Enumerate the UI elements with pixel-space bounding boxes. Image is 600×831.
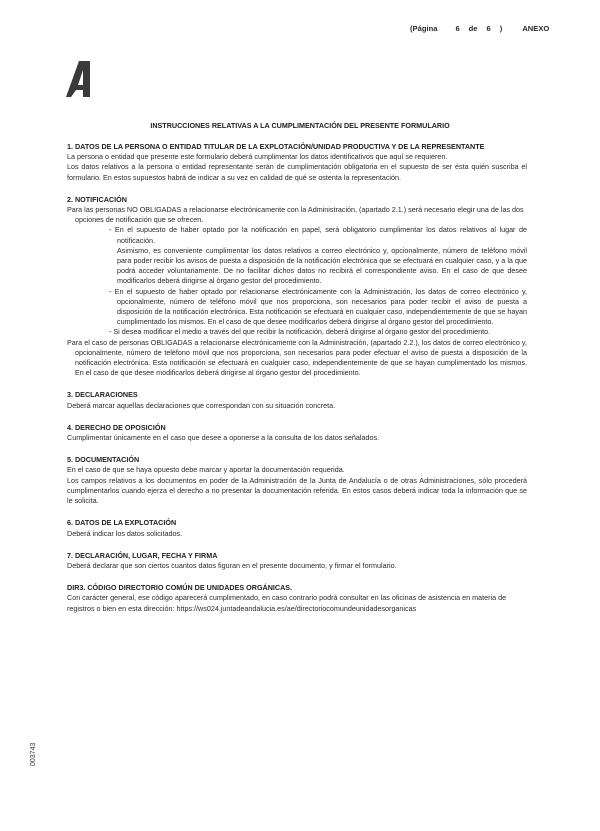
section-paragraph: Deberá declarar que son ciertos cuantos datos figuran en el presente documento, y firmar el formulario.: [67, 560, 397, 570]
andalucia-a-logo-icon: [66, 60, 94, 98]
page-close: ): [499, 24, 503, 33]
list-item: [67, 327, 527, 337]
page-header: [410, 24, 549, 33]
section-heading: 4. DERECHO DE OPOSICIÓN: [67, 422, 166, 432]
section-1-titular: [67, 142, 527, 183]
section-intro: Para las personas NO OBLIGADAS a relacionarse electrónicamente con la Administración, (apartado 2.1.) será necesario elegir una de las dos opciones de notificación que se ofrecen.: [67, 205, 524, 225]
list-item: [67, 225, 527, 286]
section-heading: 3. DECLARACIONES: [67, 390, 138, 400]
section-heading: 2. NOTIFICACIÓN: [67, 194, 127, 204]
section-paragraph: La persona o entidad que presente este formulario deberá cumplimentar los datos identificativos que aquí se requieren.: [67, 152, 448, 162]
section-paragraph: Deberá marcar aquellas declaraciones que correspondan con su situación concreta.: [67, 400, 336, 410]
section-heading: DIR3. CÓDIGO DIRECTORIO COMÚN DE UNIDADES ORGÁNICAS.: [67, 583, 293, 593]
section-heading: 7. DECLARACIÓN, LUGAR, FECHA Y FIRMA: [67, 550, 218, 560]
list-item: [67, 287, 527, 328]
section-heading: 1. DATOS DE LA PERSONA O ENTIDAD TITULAR DE LA EXPLOTACIÓN/UNIDAD PRODUCTIVA Y DE LA REPRESENTANTE: [67, 142, 485, 151]
section-paragraph: En el caso de que se haya opuesto debe marcar y aportar la documentación requerida.: [67, 465, 345, 475]
section-paragraph: Cumplimentar únicamente en el caso que desee a oponerse a la consulta de los datos señalados.: [67, 433, 380, 443]
list-item-continuation: Asimismo, es conveniente cumplimentar los datos relativos a correo electrónico y, opcionalmente, número de teléfono móvil para poder recibir los avisos de puesta a disposición de la notificación electrónica que se efectuará en cualquier caso, y a la que podrá acceder voluntariamente. De no facilitar dichos datos no recibirá el correspondiente aviso. En el caso de que desee modificarlos deberá dirigirse al órgano gestor del procedimiento.: [117, 245, 527, 286]
section-7-declaracion-firma: [67, 551, 527, 571]
page-label: (Página: [410, 24, 438, 33]
list-item-text: - Si desea modificar el medio a través del que recibir la notificación, deberá dirigirse al órgano gestor del procedimiento.: [109, 327, 491, 337]
page-of: de: [468, 24, 478, 33]
section-3-declaraciones: [67, 390, 527, 410]
page-current: 6: [455, 24, 460, 33]
list-item-text: - En el supuesto de haber optado por la notificación en papel, será obligatorio cumplimentar los datos relativos al lugar de notificación.: [109, 225, 527, 245]
instructions-content: [67, 142, 527, 626]
document-title: INSTRUCCIONES RELATIVAS A LA CUMPLIMENTACIÓN DEL PRESENTE FORMULARIO: [150, 121, 450, 130]
section-outro: Para el caso de personas OBLIGADAS a relacionarse electrónicamente con la Administración, (apartado 2.2.), los datos de correo electrónico y, opcionalmente, número de teléfono móvil que nos proporciona, son necesarios para poder efectuar el aviso de puesta a disposición de la notificación electrónica. Esta notificación se efectuará en cualquier caso, independientemente de que se hayan cumplimentado los mismos. En el caso de que desee modificarlos deberá dirigirse al órgano gestor del procedimiento.: [67, 337, 527, 378]
section-2-notificacion: [67, 195, 527, 379]
section-paragraph: Los campos relativos a los documentos en poder de la Administración de la Junta de Andalucía o de otras Administraciones, sólo procederá cumplimentarlos cuando ejerza el derecho a no presentar la documentación referida. En estos casos deberá indicar toda la información que se le solicita.: [67, 475, 527, 506]
section-heading: 5. DOCUMENTACIÓN: [67, 455, 140, 465]
section-paragraph: Con carácter general, ese código aparecerá cumplimentado, en caso contrario podrá consultar en las oficinas de asistencia en materia de registros o bien en esta dirección: https://ws024.juntadeandalucia.es/ae/directoriocomundeunidadesorganicas: [67, 593, 507, 613]
document-code: 003743: [30, 742, 37, 766]
section-4-oposicion: [67, 423, 527, 443]
section-paragraph: Los datos relativos a la persona o entidad representante serán de cumplimentación obligatoria en el supuesto de ser ésta quién suscriba el formulario. En estos supuestos habrá de indicar a su vez en calidad de qué se ostenta la representación.: [67, 162, 527, 182]
section-6-explotacion: [67, 518, 527, 538]
page-total: 6: [486, 24, 491, 33]
section-5-documentacion: [67, 455, 527, 506]
section-dir3: [67, 583, 527, 614]
list-item-text: - En el supuesto de haber optado por relacionarse electrónicamente con la Administración, los datos de correo electrónico y, opcionalmente, número de teléfono móvil que nos proporciona, son necesarios para poder recibir el aviso de puesta a disposición de la notificación electrónica. Esta notificación se efectuará en cualquier caso, independientemente de que se hayan cumplimentado los mismos. En el caso de que desee modificarlos deberá dirigirse al órgano gestor del procedimiento.: [109, 286, 527, 327]
annex-label: ANEXO: [522, 24, 550, 33]
section-paragraph: Deberá indicar los datos solicitados.: [67, 528, 183, 538]
section-heading: 6. DATOS DE LA EXPLOTACIÓN: [67, 518, 177, 528]
